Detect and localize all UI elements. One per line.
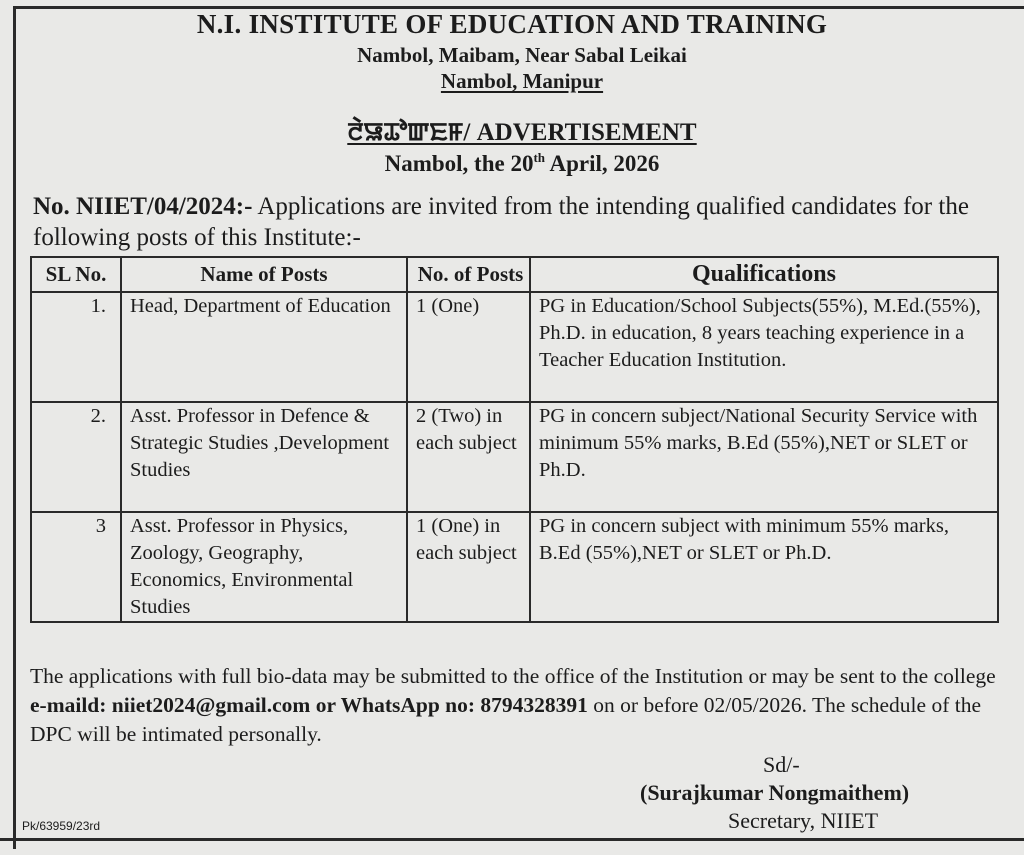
- table-row: [31, 512, 998, 622]
- intro-paragraph: [33, 191, 1008, 253]
- cell-sl: 2.: [31, 402, 121, 512]
- whatsapp-contact: WhatsApp no: 8794328391: [340, 693, 588, 717]
- advertisement-title: / ADVERTISEMENT: [463, 119, 697, 146]
- reference-code: Pk/63959/23rd: [22, 819, 101, 833]
- date-rest: April, 2026: [545, 151, 660, 176]
- footer-text-1: The applications with full bio-data may be submitted to the office of the Institution or may be sent to the college: [30, 664, 996, 688]
- cell-sl: 1.: [31, 292, 121, 402]
- address-line-1: Nambol, Maibam, Near Sabal Leikai: [357, 43, 687, 67]
- cell-qualification: PG in concern subject with minimum 55% marks, B.Ed (55%),NET or SLET or Ph.D.: [530, 512, 998, 622]
- cell-count: 2 (Two) in each subject: [407, 402, 530, 512]
- institute-name: N.I. INSTITUTE OF EDUCATION AND TRAINING: [196, 9, 828, 39]
- footer-text-2: or: [310, 693, 341, 717]
- bottom-rule: [0, 838, 1024, 841]
- table-row: [31, 402, 998, 512]
- cell-post: Asst. Professor in Physics, Zoology, Geography, Economics, Environmental Studies: [121, 512, 407, 622]
- footer-text-3: on or before 02/05/2026. The schedule of the DPC will be intimated personally.: [30, 693, 981, 746]
- date-prefix: Nambol, the 20: [384, 151, 534, 176]
- address-line-2: [10, 69, 1024, 94]
- cell-qualification: PG in concern subject/National Security Service with minimum 55% marks, B.Ed (55%),NET or SLET or Ph.D.: [530, 402, 998, 512]
- signer-designation: Secretary, NIIET: [728, 808, 879, 833]
- address-line-2-text: Nambol, Manipur: [440, 69, 604, 93]
- cell-count: 1 (One) in each subject: [407, 512, 530, 622]
- date-suffix: th: [533, 150, 546, 165]
- header-sl-no: SL No.: [31, 257, 121, 292]
- advertisement-heading: [10, 114, 1024, 149]
- signer-name: (Surajkumar Nongmaithem): [640, 780, 910, 805]
- signature-sd: Sd/-: [763, 752, 800, 777]
- email-contact: e-maild: niiet2024@gmail.com: [30, 693, 311, 717]
- cell-qualification: PG in Education/School Subjects(55%), M.Ed.(55%), Ph.D. in education, 8 years teaching experience in a Teacher Education Institution.: [530, 292, 998, 402]
- advertisement-title-meitei: ꯂꯥꯎꯊꯣꯛꯐꯝ: [347, 119, 464, 146]
- reference-number: No. NIIET/04/2024:-: [33, 193, 253, 220]
- cell-post: Head, Department of Education: [121, 292, 407, 402]
- intro-text: Applications are invited from the intending qualified candidates for the following posts of this Institute:-: [33, 193, 969, 251]
- header-name-of-posts: Name of Posts: [121, 257, 407, 292]
- table-header-row: [31, 257, 998, 292]
- cell-count: 1 (One): [407, 292, 530, 402]
- submission-instructions: [30, 662, 1015, 749]
- cell-post: Asst. Professor in Defence & Strategic Studies ,Development Studies: [121, 402, 407, 512]
- cell-sl: 3: [31, 512, 121, 622]
- table-row: [31, 292, 998, 402]
- date-line: [10, 150, 1024, 177]
- header-no-of-posts: No. of Posts: [407, 257, 530, 292]
- header-qualifications: Qualifications: [530, 257, 998, 292]
- posts-table: [30, 256, 999, 623]
